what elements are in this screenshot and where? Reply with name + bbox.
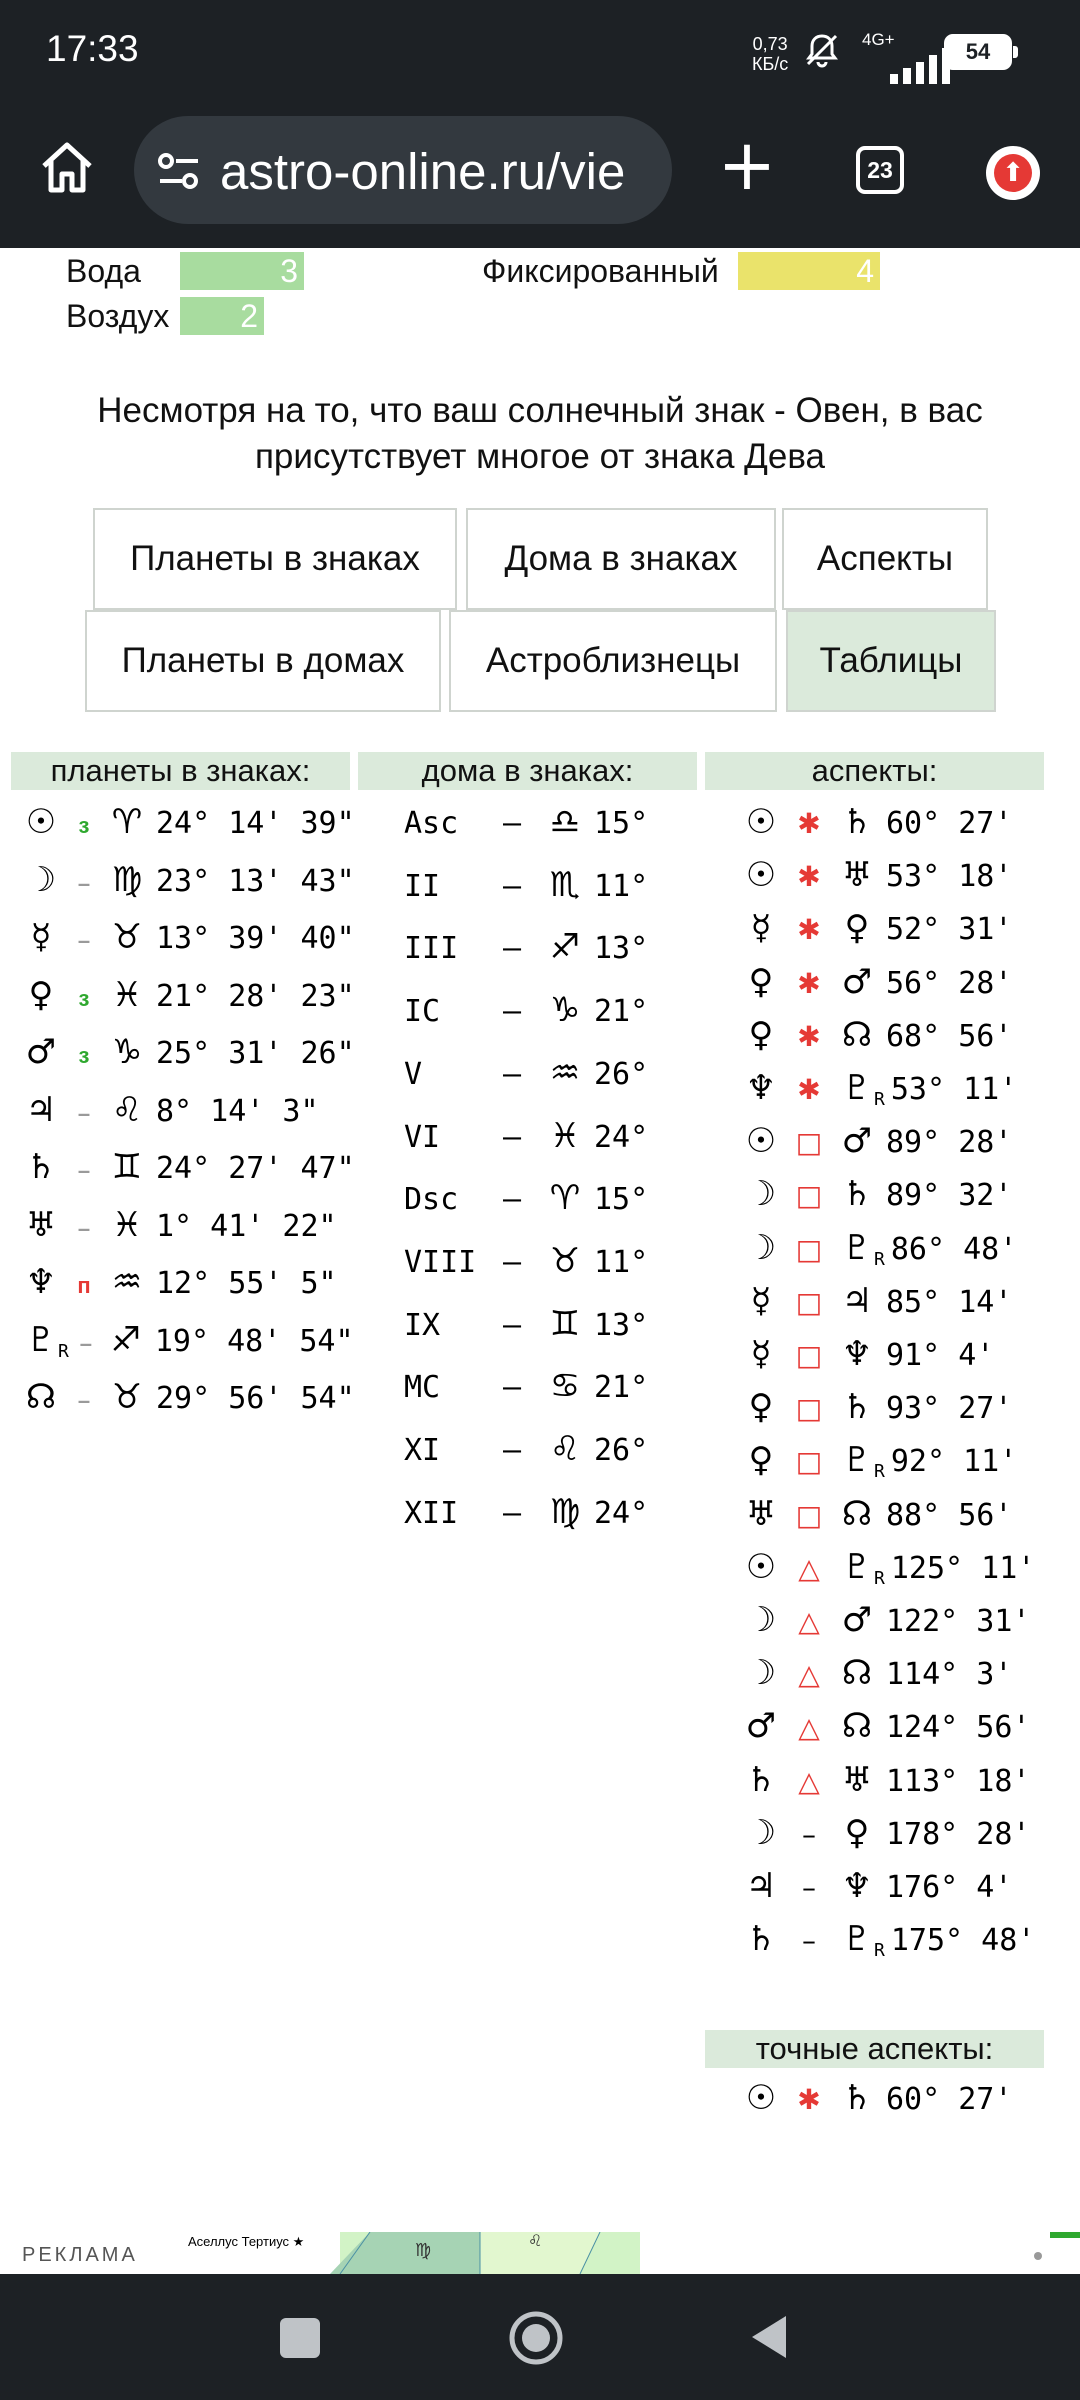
degree-value: 23° 13' 43" xyxy=(156,863,355,899)
zodiac-sign-icon: ♒ xyxy=(111,1262,143,1302)
retrograde-mark: R xyxy=(58,1340,69,1362)
zodiac-sign-icon: ♒ xyxy=(549,1052,581,1093)
modifier-mark: – xyxy=(77,870,91,896)
planet-glyph-icon: ♆ xyxy=(841,1866,873,1906)
planet-glyph-icon: ♅ xyxy=(25,1204,57,1245)
retrograde-mark: R xyxy=(874,1567,885,1589)
exact-aspects-header: точные аспекты: xyxy=(705,2030,1044,2068)
angle-value: 124° 56' xyxy=(886,1710,1031,1746)
angle-value: 89° 28' xyxy=(886,1125,1013,1161)
house-name: XI xyxy=(404,1433,441,1468)
aspect-symbol-icon: △ xyxy=(798,1711,820,1745)
house-separator: – xyxy=(502,1244,522,1280)
zodiac-sign-icon: ♑ xyxy=(111,1032,143,1072)
degree-value: 13° 39' 40" xyxy=(156,921,355,956)
angle-value: 122° 31' xyxy=(886,1604,1031,1639)
planet-glyph-icon: ♀ xyxy=(748,1440,774,1481)
element-row-water xyxy=(66,252,366,290)
tab-astro-twins[interactable]: Астроблизнецы xyxy=(449,610,777,712)
aspects-header: аспекты: xyxy=(705,752,1044,790)
planet-glyph-icon: ♇ xyxy=(841,1227,873,1268)
planet-glyph-icon: ☉ xyxy=(745,1121,777,1162)
planet-glyph-icon: ☽ xyxy=(745,1174,777,1215)
degree-value: 15° xyxy=(594,806,649,841)
zodiac-sign-icon: ♑ xyxy=(549,990,581,1031)
house-row xyxy=(404,1172,704,1225)
ad-thumb-sign: ♌ xyxy=(528,2232,543,2250)
ad-dot xyxy=(1034,2252,1042,2260)
degree-value: 26° xyxy=(594,1056,649,1092)
house-row xyxy=(404,859,704,912)
house-name: V xyxy=(404,1056,423,1092)
house-name: IC xyxy=(404,994,441,1030)
planet-glyph-icon: ☿ xyxy=(750,1280,772,1321)
aspect-symbol-icon: □ xyxy=(795,1392,823,1426)
degree-value: 11° xyxy=(594,1244,649,1280)
planet-glyph-icon: ☽ xyxy=(745,1227,777,1268)
angle-value: 53° 11' xyxy=(890,1072,1018,1107)
zodiac-sign-icon: ♋ xyxy=(549,1366,581,1407)
houses-in-signs-header: дома в знаках: xyxy=(358,752,697,790)
muted-bell-icon xyxy=(802,30,842,79)
house-row xyxy=(404,1360,704,1413)
sun-sign-summary: Несмотря на то, что ваш солнечный знак - Овен, в вас присутствует многое от знака Дева xyxy=(97,391,983,476)
planet-glyph-icon: ♇ xyxy=(841,1919,873,1960)
planet-glyph-icon: ♂ xyxy=(841,961,873,1002)
aspect-row xyxy=(738,1062,1038,1115)
aspect-symbol-icon: □ xyxy=(795,1179,823,1213)
planet-row xyxy=(18,969,355,1022)
degree-value: 26° xyxy=(594,1433,649,1468)
aspect-symbol-icon: ✱ xyxy=(797,913,821,947)
aspect-row xyxy=(738,1434,1038,1487)
planet-glyph-icon: ♃ xyxy=(25,1089,57,1130)
new-tab-button[interactable]: + xyxy=(717,124,777,206)
retrograde-mark: R xyxy=(874,1461,885,1483)
degree-value: 19° 48' 54" xyxy=(154,1323,354,1359)
planet-glyph-icon: ♀ xyxy=(844,1812,870,1853)
planet-glyph-icon: ♂ xyxy=(25,1032,57,1072)
house-name: MC xyxy=(404,1370,441,1406)
house-separator: – xyxy=(502,994,522,1030)
zodiac-sign-icon: ♊ xyxy=(549,1303,581,1344)
planet-glyph-icon: ☊ xyxy=(841,1014,873,1055)
aspect-symbol-icon: ✱ xyxy=(797,1019,821,1053)
house-row xyxy=(404,796,704,849)
zodiac-sign-icon: ♊ xyxy=(111,1147,143,1187)
zodiac-sign-icon: ♍ xyxy=(549,1491,581,1532)
angle-value: 60° 27' xyxy=(886,2082,1013,2117)
browser-chrome xyxy=(0,0,1080,248)
network-speed xyxy=(752,34,788,74)
modifier-mark: – xyxy=(77,1100,91,1126)
modality-row-fixed xyxy=(482,252,902,290)
zodiac-sign-icon: ♐ xyxy=(110,1319,142,1360)
house-separator: – xyxy=(502,1370,522,1406)
planet-glyph-icon: ☽ xyxy=(25,859,57,900)
tab-planets-in-houses[interactable]: Планеты в домах xyxy=(85,610,441,712)
address-bar[interactable] xyxy=(134,116,672,224)
house-row xyxy=(404,1423,704,1476)
planet-glyph-icon: ☿ xyxy=(30,917,52,957)
house-name: II xyxy=(404,868,441,904)
aspect-symbol-icon: ✱ xyxy=(797,807,821,840)
aspect-row xyxy=(738,1222,1038,1275)
ad-accent xyxy=(1050,2232,1080,2238)
planet-row xyxy=(18,1141,355,1194)
house-separator: – xyxy=(502,1182,522,1218)
aspect-row xyxy=(738,1594,1038,1647)
aspect-symbol-icon: △ xyxy=(798,1658,820,1692)
modifier-mark: – xyxy=(77,1158,91,1183)
planet-row xyxy=(18,1256,348,1309)
planet-glyph-icon: ♇ xyxy=(25,1319,57,1360)
house-row xyxy=(404,1235,704,1288)
degree-value: 13° xyxy=(594,1307,649,1343)
ad-label: РЕКЛАМА xyxy=(22,2244,138,2266)
aspect-row xyxy=(738,1860,1038,1913)
planet-glyph-icon: ☉ xyxy=(745,2078,777,2118)
zodiac-sign-icon: ♓ xyxy=(549,1115,581,1156)
ad-thumb-text: Аселлус Тертиус ★ xyxy=(188,2234,305,2249)
aspect-row xyxy=(738,902,1038,955)
modifier-mark: п xyxy=(77,1273,91,1298)
house-name: Dsc xyxy=(404,1182,459,1218)
zodiac-sign-icon: ♉ xyxy=(111,1377,143,1417)
planet-row xyxy=(18,911,355,964)
planet-glyph-icon: ♄ xyxy=(841,2078,873,2118)
aspect-symbol-icon: □ xyxy=(795,1126,823,1160)
zodiac-sign-icon: ♌ xyxy=(549,1429,581,1469)
planet-row xyxy=(18,796,355,849)
planet-row xyxy=(18,1199,348,1252)
planet-glyph-icon: ♄ xyxy=(841,802,873,842)
aspect-symbol-icon: ✱ xyxy=(797,1073,821,1106)
house-row xyxy=(404,921,704,974)
angle-value: 88° 56' xyxy=(886,1497,1013,1533)
degree-value: 24° 14' 39" xyxy=(156,806,355,841)
aspect-symbol-icon: – xyxy=(802,1924,816,1958)
modifier-mark: – xyxy=(77,1388,91,1413)
aspect-symbol-icon: ✱ xyxy=(797,966,821,1000)
back-button[interactable] xyxy=(746,2312,792,2362)
modifier-mark: – xyxy=(77,928,91,953)
update-button[interactable] xyxy=(986,146,1040,200)
aspect-row xyxy=(738,956,1038,1009)
planet-glyph-icon: ☉ xyxy=(745,802,777,842)
network-speed-unit: КБ/с xyxy=(752,54,789,74)
zodiac-sign-icon: ♓ xyxy=(111,1204,143,1245)
zodiac-sign-icon: ♉ xyxy=(111,917,143,957)
modifier-mark: – xyxy=(79,1330,92,1356)
aspect-symbol-icon: □ xyxy=(795,1285,823,1319)
zodiac-sign-icon: ♏ xyxy=(549,864,581,905)
modifier-mark: з xyxy=(78,813,90,838)
planet-glyph-icon: ♇ xyxy=(841,1068,873,1108)
aspect-row xyxy=(738,1381,1038,1434)
planet-glyph-icon: ♀ xyxy=(748,1387,774,1428)
planet-glyph-icon: ♄ xyxy=(25,1147,57,1187)
tab-switcher-button[interactable]: 23 xyxy=(856,146,904,194)
planet-glyph-icon: ♄ xyxy=(745,1759,777,1800)
degree-value: 24° xyxy=(594,1495,649,1531)
planet-glyph-icon: ♅ xyxy=(745,1493,777,1534)
house-name: XII xyxy=(404,1495,459,1531)
angle-value: 85° 14' xyxy=(886,1284,1013,1320)
planet-glyph-icon: ♀ xyxy=(844,908,870,949)
planet-glyph-icon: ☽ xyxy=(745,1812,777,1853)
element-row-air xyxy=(66,297,366,335)
planet-glyph-icon: ♂ xyxy=(841,1121,873,1162)
degree-value: 21° 28' 23" xyxy=(156,978,355,1014)
aspect-row xyxy=(738,1700,1038,1753)
planet-glyph-icon: ♆ xyxy=(25,1262,57,1302)
degree-value: 24° xyxy=(594,1119,649,1155)
degree-value: 21° xyxy=(594,994,649,1030)
aspect-row xyxy=(738,1275,1038,1328)
planet-glyph-icon: ♂ xyxy=(745,1706,777,1747)
house-row xyxy=(404,1486,704,1539)
house-separator: – xyxy=(502,1433,522,1468)
house-separator: – xyxy=(502,1307,522,1343)
angle-value: 68° 56' xyxy=(886,1018,1013,1054)
aspect-row xyxy=(738,1328,1038,1381)
site-settings-icon[interactable] xyxy=(156,148,202,194)
planet-glyph-icon: ♇ xyxy=(841,1440,873,1481)
degree-value: 13° xyxy=(594,931,649,967)
retrograde-mark: R xyxy=(874,1248,885,1270)
house-name: III xyxy=(404,931,459,967)
aspect-symbol-icon: □ xyxy=(795,1232,823,1266)
angle-value: 52° 31' xyxy=(886,912,1013,948)
degree-value: 29° 56' 54" xyxy=(156,1381,355,1416)
house-name: IX xyxy=(404,1307,441,1343)
ad-thumb-sign: ♍ xyxy=(415,2240,432,2261)
planet-glyph-icon: ☊ xyxy=(25,1377,57,1417)
retrograde-mark: R xyxy=(874,1089,885,1110)
planet-glyph-icon: ♄ xyxy=(745,1919,777,1960)
angle-value: 91° 4' xyxy=(886,1338,995,1373)
aspect-row xyxy=(738,2072,1038,2125)
aspect-symbol-icon: △ xyxy=(798,1605,820,1638)
aspect-symbol-icon: – xyxy=(802,1817,816,1851)
angle-value: 56° 28' xyxy=(886,965,1013,1001)
zodiac-sign-icon: ♍ xyxy=(111,859,143,900)
tab-houses-in-signs[interactable]: Дома в знаках xyxy=(466,508,776,610)
aspect-row xyxy=(738,1009,1038,1062)
aspect-symbol-icon: ✱ xyxy=(797,860,821,894)
planet-glyph-icon: ☊ xyxy=(841,1653,873,1694)
planet-glyph-icon: ☉ xyxy=(745,1546,777,1587)
zodiac-sign-icon: ♌ xyxy=(111,1089,143,1130)
house-name: VI xyxy=(404,1119,441,1155)
house-row xyxy=(404,1047,704,1100)
aspect-row xyxy=(738,1115,1038,1168)
angle-value: 113° 18' xyxy=(886,1763,1031,1799)
planet-glyph-icon: ♀ xyxy=(28,974,54,1015)
degree-value: 25° 31' 26" xyxy=(156,1036,355,1071)
modifier-mark: – xyxy=(77,1215,91,1241)
battery-icon: 54 xyxy=(944,34,1012,70)
url-text[interactable]: astro-online.ru/vie xyxy=(220,143,626,200)
angle-value: 60° 27' xyxy=(886,806,1013,841)
house-name: VIII xyxy=(404,1244,477,1280)
zodiac-sign-icon: ♐ xyxy=(549,927,581,968)
modality-label: Фиксированный xyxy=(482,253,719,289)
degree-value: 12° 55' 5" xyxy=(156,1266,337,1301)
planet-row xyxy=(18,1084,348,1137)
planet-glyph-icon: ♀ xyxy=(748,961,774,1002)
degree-value: 11° xyxy=(594,868,649,904)
planet-glyph-icon: ♄ xyxy=(841,1387,873,1428)
element-label: Вода xyxy=(66,253,141,289)
arrow-up-icon: ⬆ xyxy=(994,154,1032,192)
status-time: 17:33 xyxy=(46,28,139,69)
house-name: Asc xyxy=(404,806,459,841)
tab-aspects[interactable]: Аспекты xyxy=(782,508,988,610)
zodiac-sign-icon: ♓ xyxy=(111,974,143,1015)
aspect-row xyxy=(738,849,1038,902)
element-bar: 2 xyxy=(180,297,264,335)
aspect-symbol-icon: □ xyxy=(795,1498,823,1532)
degree-value: 1° 41' 22" xyxy=(156,1208,337,1244)
house-row xyxy=(404,1110,704,1163)
angle-value: 89° 32' xyxy=(886,1178,1013,1214)
aspect-symbol-icon: △ xyxy=(798,1551,820,1585)
retrograde-mark: R xyxy=(874,1940,885,1962)
angle-value: 93° 27' xyxy=(886,1391,1013,1427)
planet-glyph-icon: ☽ xyxy=(745,1600,777,1640)
planet-row xyxy=(18,1314,354,1367)
aspect-row xyxy=(738,796,1038,849)
aspect-row xyxy=(738,1754,1038,1807)
ad-banner[interactable] xyxy=(0,2232,1080,2274)
tab-tables[interactable]: Таблицы xyxy=(786,610,996,712)
modifier-mark: з xyxy=(78,985,90,1011)
aspect-symbol-icon: △ xyxy=(798,1764,820,1798)
planets-in-signs-header: планеты в знаках: xyxy=(11,752,350,790)
angle-value: 92° 11' xyxy=(890,1444,1018,1480)
house-separator: – xyxy=(502,1056,522,1092)
aspect-row xyxy=(738,1913,1038,1966)
aspect-symbol-icon: □ xyxy=(795,1339,823,1372)
house-row xyxy=(404,1298,704,1351)
planet-glyph-icon: ♅ xyxy=(841,855,873,896)
planet-row xyxy=(18,1026,355,1079)
planet-glyph-icon: ☊ xyxy=(841,1706,873,1747)
recents-button[interactable] xyxy=(280,2318,320,2358)
planet-glyph-icon: ☿ xyxy=(750,908,772,949)
house-separator: – xyxy=(502,931,522,967)
element-label: Воздух xyxy=(66,298,170,334)
planet-glyph-icon: ♂ xyxy=(841,1600,873,1640)
home-button[interactable] xyxy=(36,136,98,198)
house-separator: – xyxy=(502,868,522,904)
planet-glyph-icon: ☽ xyxy=(745,1653,777,1694)
degree-value: 8° 14' 3" xyxy=(156,1093,319,1129)
angle-value: 178° 28' xyxy=(886,1816,1031,1852)
planet-row xyxy=(18,1371,355,1424)
degree-value: 24° 27' 47" xyxy=(156,1151,355,1186)
modifier-mark: з xyxy=(78,1043,90,1068)
aspect-symbol-icon: – xyxy=(802,1871,816,1904)
planet-glyph-icon: ☉ xyxy=(745,855,777,896)
house-row xyxy=(404,984,704,1037)
tab-planets-in-signs[interactable]: Планеты в знаках xyxy=(93,508,457,610)
angle-value: 125° 11' xyxy=(890,1550,1036,1586)
aspect-row xyxy=(738,1807,1038,1860)
planet-glyph-icon: ♅ xyxy=(841,1759,873,1800)
home-nav-button[interactable] xyxy=(508,2310,564,2366)
degree-value: 21° xyxy=(594,1370,649,1406)
aspect-row xyxy=(738,1488,1038,1541)
network-type: 4G+ xyxy=(862,30,895,49)
house-separator: – xyxy=(502,1119,522,1155)
planet-glyph-icon: ☊ xyxy=(841,1493,873,1534)
house-separator: – xyxy=(502,806,522,841)
network-speed-value: 0,73 xyxy=(752,34,788,54)
angle-value: 176° 4' xyxy=(886,1870,1013,1905)
zodiac-sign-icon: ♈ xyxy=(111,802,143,842)
angle-value: 86° 48' xyxy=(890,1231,1018,1267)
planet-glyph-icon: ♄ xyxy=(841,1174,873,1215)
planet-glyph-icon: ♆ xyxy=(745,1068,777,1108)
element-bar: 3 xyxy=(180,252,304,290)
aspect-symbol-icon: ✱ xyxy=(797,2083,821,2116)
planet-glyph-icon: ♃ xyxy=(745,1866,777,1906)
planet-glyph-icon: ♇ xyxy=(841,1546,873,1587)
aspect-row xyxy=(738,1541,1038,1594)
angle-value: 175° 48' xyxy=(890,1923,1036,1959)
planet-glyph-icon: ♃ xyxy=(841,1280,873,1321)
planet-glyph-icon: ☿ xyxy=(750,1334,772,1374)
planet-glyph-icon: ♆ xyxy=(841,1334,873,1374)
aspect-row xyxy=(738,1647,1038,1700)
modality-bar: 4 xyxy=(738,252,880,290)
system-navigation-bar xyxy=(0,2274,1080,2400)
zodiac-sign-icon: ♎ xyxy=(549,802,581,842)
house-separator: – xyxy=(502,1495,522,1531)
zodiac-sign-icon: ♉ xyxy=(549,1240,581,1281)
ad-chart-thumbnail[interactable] xyxy=(180,2232,680,2274)
planet-glyph-icon: ☉ xyxy=(25,802,57,842)
planet-glyph-icon: ♀ xyxy=(748,1014,774,1055)
aspect-symbol-icon: □ xyxy=(795,1445,823,1479)
aspect-row xyxy=(738,1168,1038,1221)
planet-row xyxy=(18,854,355,907)
angle-value: 53° 18' xyxy=(886,859,1013,895)
angle-value: 114° 3' xyxy=(886,1657,1013,1693)
degree-value: 15° xyxy=(594,1182,649,1218)
zodiac-sign-icon: ♈ xyxy=(549,1178,581,1219)
